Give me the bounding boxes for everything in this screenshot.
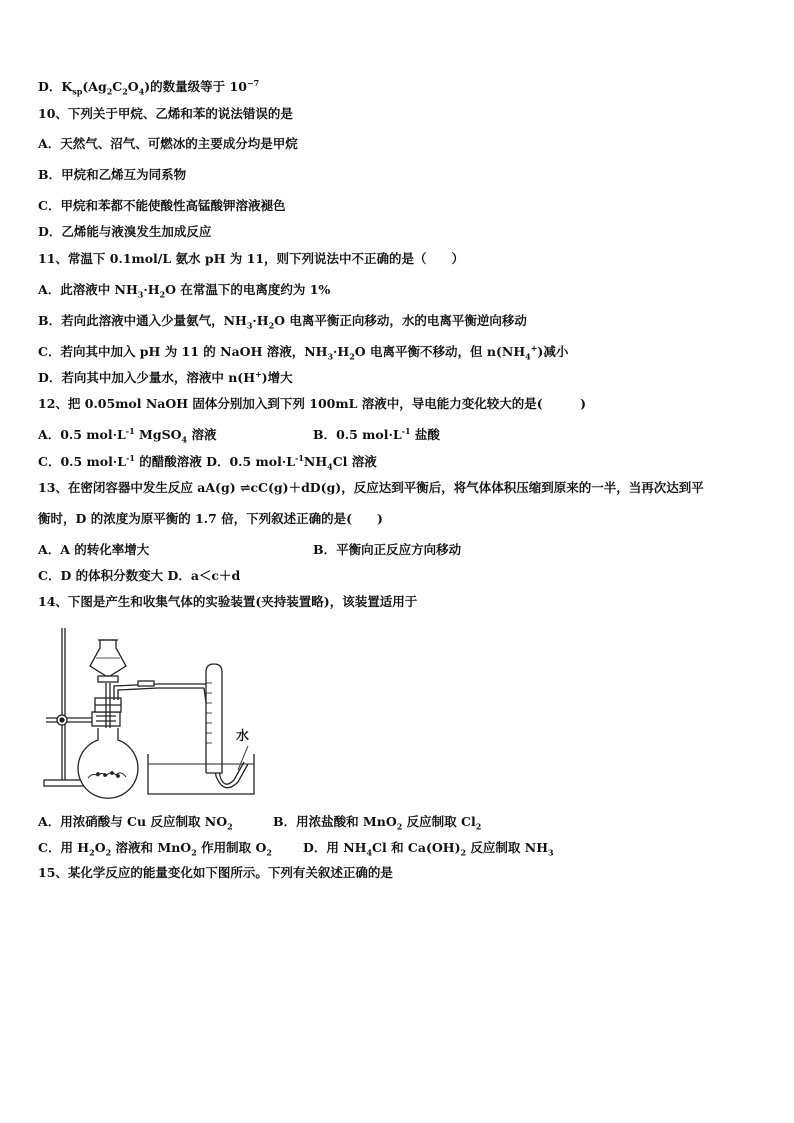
text: )增大 bbox=[261, 370, 293, 385]
q11-option-c bbox=[38, 344, 568, 360]
text: A．此溶液中 NH bbox=[38, 282, 138, 297]
text: 4 bbox=[327, 461, 333, 472]
question-10: 10、下列关于甲烷、乙烯和苯的说法错误的是 bbox=[38, 106, 293, 121]
text: 2 bbox=[106, 86, 113, 97]
q14-option-d bbox=[303, 840, 554, 856]
text: ·H bbox=[143, 282, 160, 297]
text: 盐酸 bbox=[410, 427, 440, 442]
text: O bbox=[127, 79, 139, 94]
text: 的醋酸溶液 D．0.5 mol·L bbox=[134, 454, 296, 469]
text: O bbox=[94, 840, 106, 855]
text: (Ag bbox=[82, 79, 107, 94]
text: 反应制取 NH bbox=[466, 840, 549, 855]
text: B．若向此溶液中通入少量氨气，NH bbox=[38, 313, 247, 328]
q12-option-a bbox=[38, 427, 216, 443]
text: −7 bbox=[246, 77, 260, 88]
inverted-cylinder bbox=[206, 664, 222, 773]
text: 2 bbox=[89, 847, 95, 858]
question-11: 11、常温下 0.1mol/L 氨水 pH 为 11，则下列说法中不正确的是（ ） bbox=[38, 251, 465, 266]
text: NH bbox=[303, 454, 328, 469]
text: + bbox=[530, 342, 538, 353]
text: 2 bbox=[159, 289, 166, 300]
text: 4 bbox=[138, 86, 145, 97]
q10-option-d: D．乙烯能与液溴发生加成反应 bbox=[38, 224, 212, 239]
text: ·H bbox=[252, 313, 269, 328]
text: C．0.5 mol·L bbox=[38, 454, 127, 469]
text: 2 bbox=[105, 847, 112, 858]
text: 2 bbox=[266, 847, 272, 858]
q10-option-a: A．天然气、沼气、可燃冰的主要成分均是甲烷 bbox=[38, 136, 298, 151]
stopcock bbox=[98, 676, 118, 682]
text: 4 bbox=[366, 847, 373, 858]
q13-option-a: A．A 的转化率增大 bbox=[38, 542, 150, 557]
q9-option-d bbox=[38, 79, 259, 95]
q13-option-b: B．平衡向正反应方向移动 bbox=[313, 542, 462, 557]
text: D．若向其中加入少量水，溶液中 n(H bbox=[38, 370, 256, 385]
text: ·H bbox=[333, 344, 350, 359]
text: 3 bbox=[327, 351, 334, 362]
text: A．用浓硝酸与 Cu 反应制取 NO bbox=[38, 814, 228, 829]
text: Cl 溶液 bbox=[332, 454, 377, 469]
q11-option-b bbox=[38, 313, 527, 329]
q12-option-c-d bbox=[38, 454, 377, 470]
text: 4 bbox=[181, 434, 188, 445]
text: B．用浓盐酸和 MnO bbox=[273, 814, 397, 829]
water-trough bbox=[148, 754, 254, 794]
round-bottom-flask bbox=[78, 728, 138, 798]
text: MgSO bbox=[134, 427, 182, 442]
text: C bbox=[112, 79, 123, 94]
text: -1 bbox=[295, 452, 304, 463]
question-13-line-1: 13、在密闭容器中发生反应 aA(g) ⇌cC(g)＋dD(g)，反应达到平衡后，将气体体积压缩到原来的一半，当再次达到平 bbox=[38, 480, 704, 495]
question-13-line-2: 衡时，D 的浓度为原平衡的 1.7 倍，下列叙述正确的是( ) bbox=[38, 511, 383, 526]
gas-apparatus-diagram bbox=[38, 628, 488, 803]
text: C．若向其中加入 pH 为 11 的 NaOH 溶液，NH bbox=[38, 344, 328, 359]
text: 2 bbox=[460, 847, 467, 858]
text: sp bbox=[72, 86, 83, 97]
text: -1 bbox=[125, 425, 135, 436]
water-label: 水 bbox=[236, 729, 250, 744]
q14-option-b bbox=[273, 814, 481, 830]
text: -1 bbox=[126, 452, 135, 463]
text: 3 bbox=[548, 847, 554, 858]
text: 3 bbox=[246, 320, 253, 331]
text: 2 bbox=[227, 821, 233, 832]
text: B．0.5 mol·L bbox=[313, 427, 402, 442]
text: 2 bbox=[268, 320, 275, 331]
text: 2 bbox=[122, 86, 128, 97]
text: 作用制取 O bbox=[196, 840, 267, 855]
text: )的数量级等于 10 bbox=[144, 79, 247, 94]
text: D．K bbox=[38, 79, 73, 94]
text: 4 bbox=[525, 351, 531, 362]
q11-option-d bbox=[38, 370, 293, 386]
text: C．用 H bbox=[38, 840, 90, 855]
text: -1 bbox=[401, 425, 411, 436]
text: 2 bbox=[475, 821, 482, 832]
text: O 电离平衡正向移动，水的电离平衡逆向移动 bbox=[274, 313, 527, 328]
q14-option-c bbox=[38, 840, 272, 856]
text: 2 bbox=[349, 351, 355, 362]
text: + bbox=[255, 368, 262, 379]
question-12: 12、把 0.05mol NaOH 固体分别加入到下列 100mL 溶液中，导电能力变化较大的是( ) bbox=[38, 396, 587, 411]
q14-option-a bbox=[38, 814, 233, 830]
text: 2 bbox=[396, 821, 403, 832]
text: O 在常温下的电离度约为 1% bbox=[165, 282, 331, 297]
text: A．0.5 mol·L bbox=[38, 427, 126, 442]
q12-option-b bbox=[313, 427, 440, 443]
text: )减小 bbox=[537, 344, 569, 359]
q13-option-c-d: C．D 的体积分数变大 D．a＜c＋d bbox=[38, 568, 241, 583]
tube-joint bbox=[138, 681, 154, 686]
question-15: 15、某化学反应的能量变化如下图所示。下列有关叙述正确的是 bbox=[38, 865, 393, 880]
q10-option-c: C．甲烷和苯都不能使酸性高锰酸钾溶液褪色 bbox=[38, 198, 286, 213]
text: Cl 和 Ca(OH) bbox=[372, 840, 461, 855]
delivery-tube bbox=[114, 684, 206, 700]
text: O 电离平衡不移动，但 n(NH bbox=[354, 344, 526, 359]
q10-option-b: B．甲烷和乙烯互为同系物 bbox=[38, 167, 187, 182]
text: D．用 NH bbox=[303, 840, 367, 855]
question-14: 14、下图是产生和收集气体的实验装置(夹持装置略)，该装置适用于 bbox=[38, 594, 418, 609]
text: 2 bbox=[191, 847, 197, 858]
text: 3 bbox=[137, 289, 144, 300]
text: 溶液和 MnO bbox=[111, 840, 192, 855]
q11-option-a bbox=[38, 282, 330, 298]
text: 溶液 bbox=[187, 427, 217, 442]
text: 反应制取 Cl bbox=[402, 814, 476, 829]
